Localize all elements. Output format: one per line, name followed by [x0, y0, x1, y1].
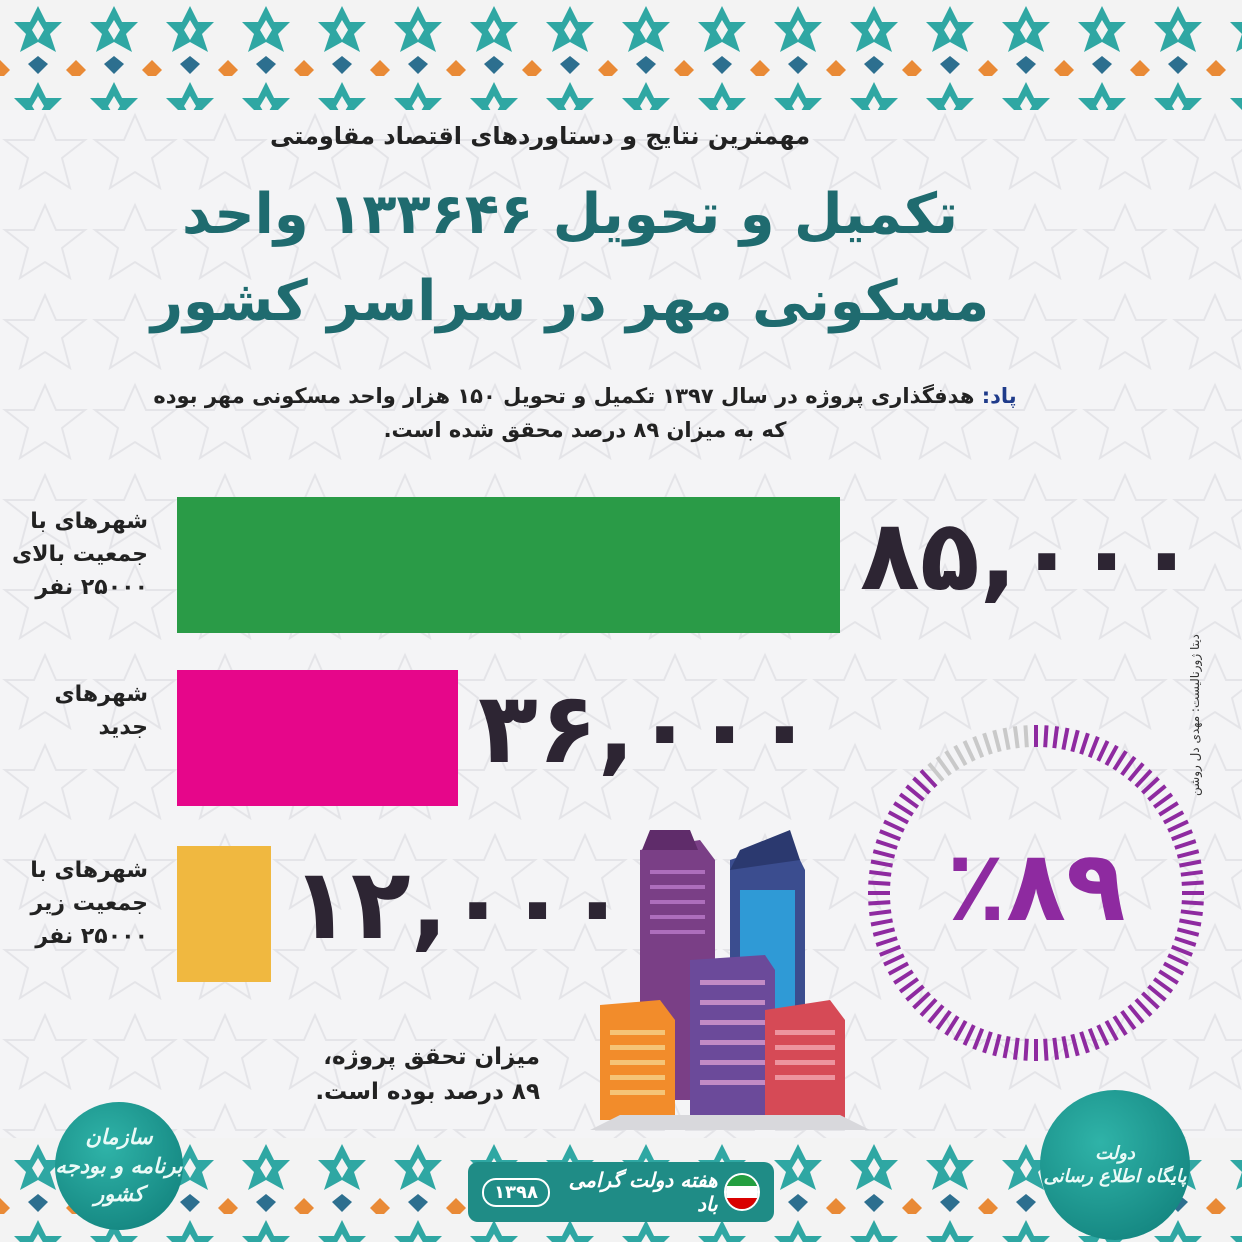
progress-tick-filled: [974, 1029, 982, 1049]
progress-tick-filled: [1148, 986, 1165, 1000]
progress-tick-filled: [873, 851, 894, 856]
progress-tick-empty: [1005, 728, 1009, 750]
page-title: [150, 172, 990, 346]
progress-ring: [858, 715, 1214, 1071]
subtitle: مهمترین نتایج و دستاوردهای اقتصاد مقاومتی: [269, 122, 811, 150]
progress-tick-filled: [889, 812, 908, 823]
progress-tick-filled: [921, 999, 936, 1015]
progress-tick-empty: [974, 737, 982, 757]
progress-tick-filled: [869, 872, 891, 875]
progress-tick-filled: [1182, 882, 1204, 883]
progress-tick-filled: [1122, 757, 1135, 775]
progress-tick-filled: [868, 902, 890, 903]
lead-text: هدفگذاری پروژه در سال ۱۳۹۷ تکمیل و تحویل ۱۵۰ هزار واحد مسکونی مهر بوده که به میزان ۸۹ درصد محقق شده است.: [153, 384, 975, 442]
author-credit: دیتا ژورنالیست: مهدی دل روشن: [1188, 634, 1202, 796]
progress-tick-filled: [955, 1021, 966, 1040]
top-pattern-band: [0, 0, 1242, 110]
progress-tick-filled: [900, 979, 918, 992]
progress-tick-filled: [1175, 938, 1196, 945]
progress-tick-filled: [914, 778, 930, 793]
progress-tick-filled: [880, 831, 900, 839]
progress-tick-filled: [907, 786, 924, 800]
progress-tick-empty: [964, 741, 973, 761]
progress-tick-filled: [1106, 746, 1117, 765]
progress-tick-filled: [1168, 821, 1188, 830]
progress-tick-filled: [1063, 728, 1067, 750]
bar-category-label: شهرهای با جمعیت زیر ۲۵۰۰۰ نفر: [30, 858, 148, 949]
progress-tick-filled: [1005, 1036, 1009, 1058]
progress-tick-filled: [1136, 771, 1151, 787]
lead-label: پاد:: [981, 384, 1017, 408]
bar-category-label: شهرهای جدید: [54, 682, 148, 740]
bar-value-label: ۳۶,۰۰۰: [478, 672, 815, 786]
progress-tick-filled: [1054, 1038, 1057, 1060]
progress-tick-filled: [1175, 841, 1196, 848]
progress-tick-filled: [1098, 1025, 1107, 1045]
bar-3: [177, 846, 271, 982]
bar-value-label: ۸۵,۰۰۰: [860, 499, 1197, 613]
progress-tick-filled: [1172, 947, 1192, 955]
footer-year: ۱۳۹۸: [482, 1178, 550, 1207]
progress-tick-filled: [1063, 1036, 1067, 1058]
progress-tick-filled: [984, 1032, 991, 1053]
progress-tick-filled: [1168, 955, 1188, 964]
progress-tick-empty: [994, 730, 999, 751]
bar-2: [177, 670, 458, 806]
progress-tick-filled: [1114, 751, 1126, 770]
progress-tick-filled: [937, 1011, 950, 1029]
progress-tick-filled: [929, 1005, 943, 1022]
progress-tick-filled: [1177, 929, 1198, 934]
progress-tick-filled: [1172, 831, 1192, 839]
progress-tick-filled: [914, 993, 930, 1008]
bar-1: [177, 497, 840, 633]
progress-tick-filled: [1179, 920, 1201, 924]
progress-tick-filled: [869, 911, 891, 914]
progress-tick-filled: [1081, 1032, 1088, 1053]
progress-tick-filled: [1025, 1039, 1026, 1061]
progress-tick-filled: [1045, 1039, 1046, 1061]
progress-tick-filled: [994, 1034, 999, 1055]
progress-tick-filled: [1148, 786, 1165, 800]
progress-tick-filled: [1090, 737, 1098, 757]
progress-tick-filled: [1181, 911, 1203, 914]
progress-tick-filled: [1045, 725, 1046, 747]
progress-tick-filled: [868, 882, 890, 883]
progress-tick-filled: [1136, 999, 1151, 1015]
progress-tick-empty: [955, 746, 966, 765]
progress-tick-filled: [876, 938, 897, 945]
footer-text: هفته دولت گرامی باد: [568, 1168, 718, 1216]
progress-tick-filled: [894, 971, 913, 983]
progress-tick-filled: [1179, 862, 1201, 866]
progress-tick-filled: [871, 862, 893, 866]
progress-tick-filled: [1081, 733, 1088, 754]
footer-badge: [468, 1162, 774, 1222]
progress-tick-filled: [1181, 872, 1203, 875]
title-line-1: تکمیل و تحویل ۱۳۳۶۴۶ واحد: [181, 182, 959, 247]
progress-tick-filled: [1106, 1021, 1117, 1040]
progress-tick-filled: [1129, 1005, 1143, 1022]
budget-organization-logo: [55, 1102, 183, 1230]
progress-tick-filled: [1129, 764, 1143, 781]
progress-percent-label: ٪۸۹: [946, 830, 1126, 944]
progress-tick-filled: [876, 841, 897, 848]
bar-value-label: ۱۲,۰۰۰: [291, 848, 628, 962]
progress-tick-filled: [1054, 726, 1057, 748]
progress-tick-filled: [884, 821, 904, 830]
progress-tick-filled: [1142, 778, 1158, 793]
progress-tick-filled: [964, 1025, 973, 1045]
government-portal-logo-text: دولت پایگاه اطلاع رسانی: [1043, 1142, 1187, 1187]
progress-tick-filled: [1072, 730, 1077, 751]
progress-tick-filled: [1090, 1029, 1098, 1049]
progress-tick-filled: [1098, 741, 1107, 761]
progress-tick-filled: [884, 955, 904, 964]
progress-tick-filled: [1159, 971, 1178, 983]
progress-tick-empty: [946, 751, 958, 770]
buildings-illustration: [590, 830, 870, 1130]
government-portal-logo: [1040, 1090, 1190, 1240]
title-line-2: مسکونی مهر در سراسر کشور: [150, 268, 990, 334]
progress-tick-filled: [1177, 851, 1198, 856]
lead-paragraph: [150, 380, 1020, 447]
progress-tick-filled: [871, 920, 893, 924]
progress-tick-empty: [984, 733, 991, 754]
progress-tick-filled: [1142, 993, 1158, 1008]
progress-tick-filled: [880, 947, 900, 955]
progress-tick-filled: [1072, 1034, 1077, 1055]
budget-organization-logo-text: سازمان برنامه و بودجه کشور: [55, 1124, 183, 1207]
progress-tick-filled: [1182, 902, 1204, 903]
iran-flag-icon: [724, 1173, 760, 1211]
progress-tick-filled: [946, 1016, 958, 1035]
progress-tick-filled: [1164, 963, 1183, 974]
progress-tick-filled: [1159, 803, 1178, 815]
bar-category-label: شهرهای با جمعیت بالای ۲۵۰۰۰ نفر: [11, 509, 148, 600]
progress-tick-filled: [921, 771, 936, 787]
progress-tick-filled: [1015, 1038, 1018, 1060]
progress-tick-filled: [907, 986, 924, 1000]
progress-tick-filled: [889, 963, 908, 974]
progress-tick-filled: [1154, 794, 1172, 807]
progress-tick-filled: [900, 794, 918, 807]
progress-tick-filled: [1122, 1011, 1135, 1029]
progress-tick-filled: [1114, 1016, 1126, 1035]
progress-tick-empty: [1025, 725, 1026, 747]
progress-tick-filled: [1164, 812, 1183, 823]
progress-tick-filled: [873, 929, 894, 934]
progress-tick-empty: [937, 757, 950, 775]
progress-tick-filled: [894, 803, 913, 815]
progress-tick-filled: [1154, 979, 1172, 992]
progress-note: میزان تحقق پروژه، ۸۹ درصد بوده است.: [315, 1044, 540, 1105]
progress-tick-empty: [929, 764, 943, 781]
progress-tick-empty: [1015, 726, 1018, 748]
